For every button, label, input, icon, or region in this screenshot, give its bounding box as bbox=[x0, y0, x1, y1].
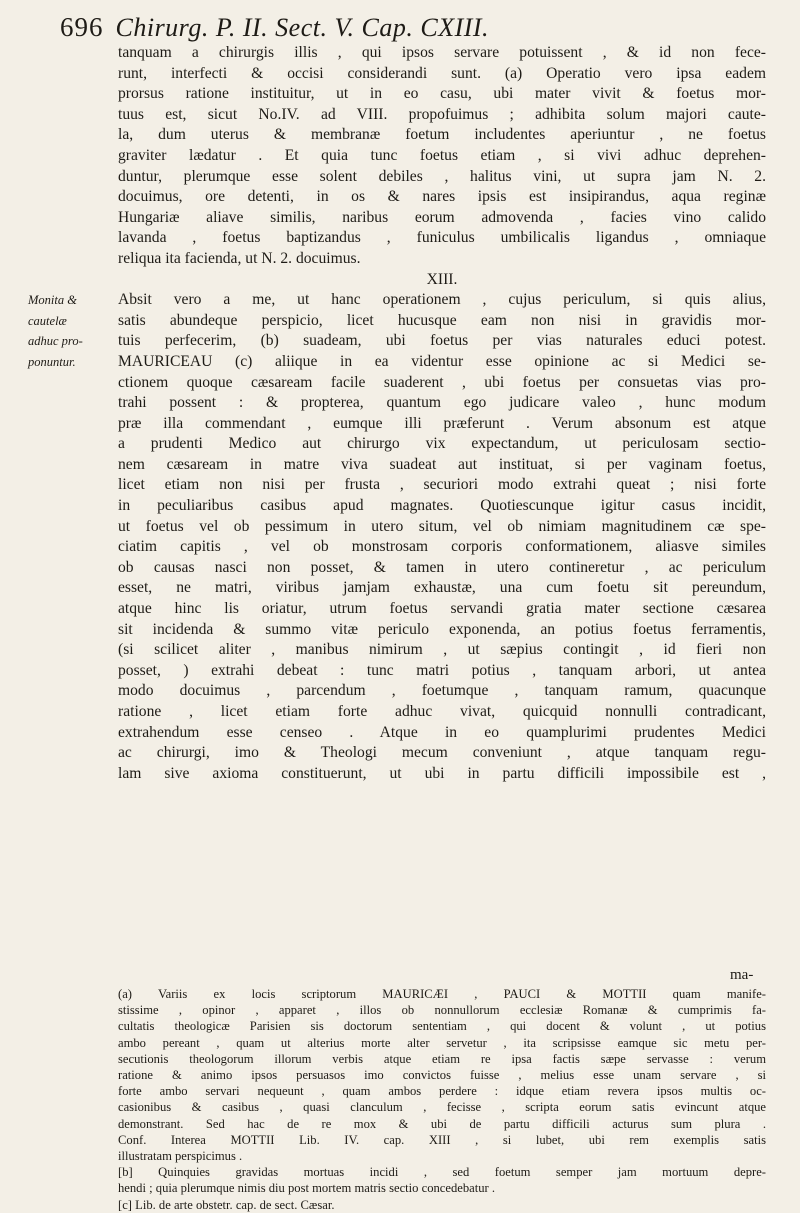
text-line: satis abundeque perspicio, licet hucusque eam non nisi in gravidis mor- bbox=[118, 311, 766, 329]
footnotes bbox=[118, 986, 766, 1213]
text-line: (si scilicet aliter , manibus nimirum , ut sæpius contingit , id fieri non bbox=[118, 641, 766, 659]
footnote-line: hendi ; quia plerumque nimis diu post mortem matris sectio concedebatur . bbox=[118, 1181, 496, 1196]
footnote-line: casionibus & casibus , quasi clanculum , fecisse , scripta eorum satis evincunt atque bbox=[118, 1100, 766, 1115]
footnote-line: cultatis theologicæ Parisien sis doctorum sententiam , qui docent & volunt , ut potius bbox=[118, 1019, 766, 1034]
text-line: ut foetus vel ob pessimum in utero situm, vel ob nimiam magnitudinem cæ spe- bbox=[118, 517, 766, 535]
catchword: ma- bbox=[730, 967, 754, 983]
page-number: 696 bbox=[60, 12, 104, 42]
text-line: tuis perfecerim, (b) suadeam, ubi foetus per vias naturales educi potest. bbox=[118, 332, 766, 350]
paragraph-2 bbox=[118, 290, 766, 784]
margin-note-line: Monita & bbox=[28, 293, 77, 307]
text-line: modo docuimus , parcendum , foetumque , tanquam ramum, quacunque bbox=[118, 682, 766, 700]
text-line: ctionem quoque cæsaream facile suaderent , ubi foetus per consuetas vias pro- bbox=[118, 373, 766, 391]
text-line: lam sive axioma constituerunt, ut ubi in partu difficili impossibile est , bbox=[118, 764, 766, 782]
text-line: in peculiaribus casibus apud magnates. Quotiescunque igitur casus incidit, bbox=[118, 497, 766, 515]
text-line: præ illa commendant , eumque illi præferunt . Verum absonum est atque bbox=[118, 414, 766, 432]
text-line: Hungariæ aliave similis, naribus eorum admovenda , facies vino calido bbox=[118, 208, 766, 226]
text-line: tanquam a chirurgis illis , qui ipsos servare potuissent , & id non fece- bbox=[118, 44, 766, 61]
text-line: docuimus, ore detenti, in os & nares ipsis est insipirandus, aqua reginæ bbox=[118, 188, 766, 206]
margin-note bbox=[28, 290, 118, 372]
text-line: MAURICEAU (c) aliique in ea videntur esse opinione ac si Medici se- bbox=[118, 352, 766, 370]
footnote-line: demonstrant. Sed hac de re mox & ubi de partu difficili acturus sum plura . bbox=[118, 1116, 766, 1131]
text-line: extrahendum esse censeo . Atque in eo quamplurimi prudentes Medici bbox=[118, 723, 766, 741]
text-line: a prudenti Medico aut chirurgo vix expectandum, ut periculosam sectio- bbox=[118, 435, 766, 453]
footnote-line: ratione & animo ipsos persuasos imo convictos fuisse , melius esse unam servare , si bbox=[118, 1068, 766, 1083]
footnote-line: [c] Lib. de arte obstetr. cap. de sect. Cæsar. bbox=[118, 1197, 335, 1212]
text-line: atque hinc lis oriatur, utrum foetus servandi gratia mater sectione cæsarea bbox=[118, 600, 766, 618]
text-line: lavanda , foetus baptizandus , funiculus umbilicalis ligandus , omniaque bbox=[118, 229, 766, 247]
text-line: prorsus ratione instituitur, ut in eo casu, ubi mater vivit & foetus mor- bbox=[118, 85, 766, 103]
footnote-line: ambo pereant , quam ut alterius morte alter servetur , ita scripsisse eamque sic metu per- bbox=[118, 1035, 766, 1050]
margin-note-line: cautelæ bbox=[28, 313, 67, 328]
text-line: ciatim capitis , vel ob monstrosam corporis conformationem, aliasve similes bbox=[118, 538, 766, 556]
text-line: la, dum uterus & membranæ foetum includentes aperiuntur , ne foetus bbox=[118, 126, 766, 144]
paragraph-1 bbox=[118, 43, 766, 270]
text-line: tuus est, sicut No.IV. ad VIII. propofuimus ; adhibita solum majori caute- bbox=[118, 105, 766, 123]
running-title: Chirurg. P. II. Sect. V. Cap. CXIII. bbox=[115, 13, 490, 42]
text-line: ob causas nasci non posset, & tamen in utero contineretur , ac periculum bbox=[118, 558, 766, 576]
text-line: trahi possent : & propterea, quantum ego judicare valeo , hunc modum bbox=[118, 394, 766, 412]
margin-note-line: adhuc pro- bbox=[28, 334, 83, 349]
footnote-line: [b] Quinquies gravidas mortuas incidi , sed foetum semper jam mortuum depre- bbox=[118, 1165, 766, 1180]
text-line: duntur, plerumque esse solent debiles , halitus vini, ut supra jam N. 2. bbox=[118, 167, 766, 185]
text-line: ratione , licet etiam forte adhuc vivat, quicquid nonnulli contradicant, bbox=[118, 703, 766, 720]
text-line: Absit vero a me, ut hanc operationem , cujus periculum, si quis alius, bbox=[118, 291, 766, 309]
text-line: ac chirurgi, imo & Theologi mecum conveniunt , atque tanquam regu- bbox=[118, 744, 766, 762]
footnote-line: Conf. Interea MOTTII Lib. IV. cap. XIII , si lubet, ubi rem exemplis satis bbox=[118, 1132, 766, 1147]
section-number: XIII. bbox=[426, 270, 458, 288]
text-line: esset, ne matri, viribus jamjam exhaustæ, una cum foetu sit pereundum, bbox=[118, 579, 766, 597]
footnote-line: stissime , opinor , apparet , illos ob nonnullorum ecclesiæ Romanæ & cumprimis fa- bbox=[118, 1003, 766, 1018]
main-text bbox=[118, 43, 766, 784]
footnote-line: secutionis theologorum illorum verbis atque etiam re ipsa factis sæpe servasse : verum bbox=[118, 1051, 766, 1066]
footnote-line: (a) Variis ex locis scriptorum MAURICÆI , PAUCI & MOTTII quam manife- bbox=[118, 987, 766, 1001]
footnote-line: forte ambo servari nequeunt , quam ambos perdere : idque etiam revera ipsos multis oc- bbox=[118, 1084, 766, 1099]
text-line: runt, interfecti & occisi considerandi sunt. (a) Operatio vero ipsa eadem bbox=[118, 64, 766, 82]
text-line: graviter lædatur . Et quia tunc foetus etiam , si vivi adhuc deprehen- bbox=[118, 146, 766, 164]
footnote-line: illustratam perspicimus . bbox=[118, 1149, 243, 1164]
text-line: reliqua ita facienda, ut N. 2. docuimus. bbox=[118, 249, 361, 267]
margin-note-line: ponuntur. bbox=[28, 354, 76, 369]
text-line: nem cæsaream in matre viva suadeat aut instituat, si per vaginam foetus, bbox=[118, 455, 766, 473]
text-line: licet etiam non nisi per frusta , securiori modo extrahi queat ; nisi forte bbox=[118, 476, 766, 494]
text-line: sit incidenda & summo vitæ periculo exponenda, an potius foetus ferramentis, bbox=[118, 620, 766, 638]
text-line: posset, ) extrahi debeat : tunc matri potius , tanquam arbori, ut antea bbox=[118, 661, 766, 679]
